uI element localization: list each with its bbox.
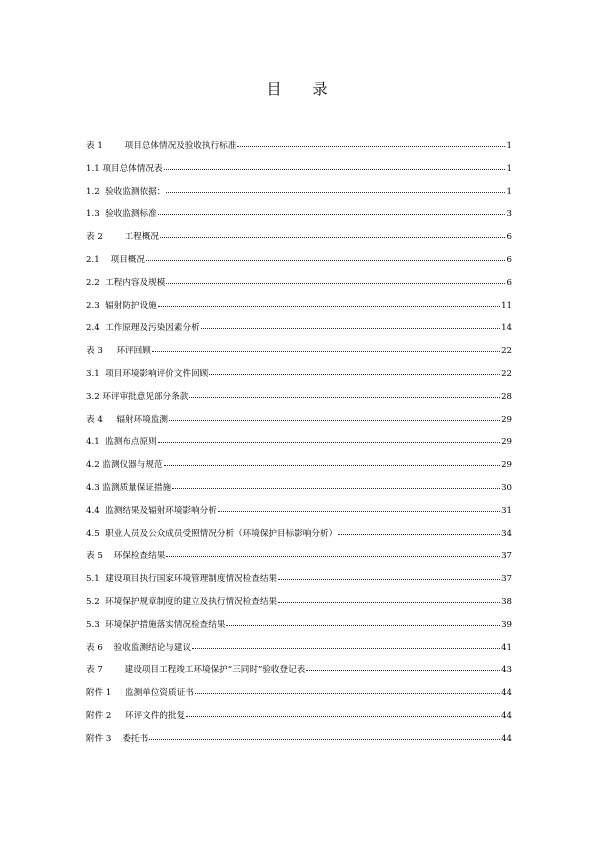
toc-entry-page-number: 37: [501, 551, 512, 562]
toc-entry-label: 3.1 项目环境影响评价文件回顾: [86, 368, 209, 379]
toc-entry-page-number: 31: [501, 505, 512, 516]
dot-leader: [149, 733, 500, 740]
dot-leader: [218, 505, 500, 512]
toc-entry-label: 5.3 环境保护措施落实情况检查结果: [86, 619, 226, 630]
toc-entry-page-number: 44: [501, 733, 512, 744]
toc-entry[interactable]: [86, 322, 512, 345]
toc-entry-label: 5.1 建设项目执行国家环境管理制度情况检查结果: [86, 574, 278, 585]
dot-leader: [195, 687, 500, 694]
toc-entry[interactable]: [86, 140, 512, 163]
dot-leader: [237, 140, 505, 147]
dot-leader: [164, 163, 505, 170]
title-char-1: 目: [266, 80, 283, 98]
toc-entry-label: 表 6 验收监测结论与建议: [86, 642, 192, 653]
toc-entry-label: 1.3 验收监测标准: [86, 209, 157, 220]
toc-entry[interactable]: [86, 368, 512, 391]
toc-entry-page-number: 3: [506, 209, 512, 220]
toc-entry-label: 表 2 工程概况: [86, 232, 160, 243]
toc-entry[interactable]: [86, 596, 512, 619]
page-title: [0, 78, 595, 99]
toc-entry-page-number: 28: [501, 391, 512, 402]
toc-entry[interactable]: [86, 642, 512, 665]
toc-entry[interactable]: [86, 528, 512, 551]
toc-entry[interactable]: [86, 573, 512, 596]
dot-leader: [166, 186, 505, 193]
toc-entry-page-number: 1: [506, 186, 512, 197]
toc-entry-label: 表 3 环评回顾: [86, 346, 151, 357]
toc-entry[interactable]: [86, 436, 512, 459]
dot-leader: [169, 414, 500, 421]
toc-entry[interactable]: [86, 277, 512, 300]
toc-entry-label: 2.2 工程内容及规模: [86, 277, 166, 288]
toc-entry-page-number: 43: [501, 665, 512, 676]
dot-leader: [160, 231, 505, 238]
toc-entry[interactable]: [86, 414, 512, 437]
table-of-contents: [86, 140, 512, 756]
toc-entry[interactable]: [86, 231, 512, 254]
toc-entry-label: 4.1 监测布点原则: [86, 437, 157, 448]
toc-entry-page-number: 1: [506, 141, 512, 151]
toc-entry-page-number: 44: [501, 710, 512, 721]
toc-entry-label: 2.4 工作原理及污染因素分析: [86, 323, 200, 334]
toc-entry[interactable]: [86, 345, 512, 368]
dot-leader: [226, 619, 500, 626]
dot-leader: [201, 322, 500, 329]
toc-entry[interactable]: [86, 619, 512, 642]
toc-entry[interactable]: [86, 459, 512, 482]
toc-entry[interactable]: [86, 482, 512, 505]
toc-entry-label: 2.3 辐射防护设施: [86, 300, 157, 311]
toc-entry-page-number: 6: [506, 254, 512, 265]
toc-entry-label: 附件 2 环评文件的批复: [86, 710, 186, 721]
toc-entry-label: 4.3 监测质量保证措施: [86, 482, 172, 493]
toc-entry-page-number: 22: [501, 346, 512, 357]
toc-entry-label: 4.4 监测结果及辐射环境影响分析: [86, 505, 217, 516]
dot-leader: [158, 436, 500, 443]
toc-entry-page-number: 1: [506, 163, 512, 174]
toc-entry[interactable]: [86, 163, 512, 186]
title-char-2: 录: [312, 80, 329, 98]
dot-leader: [172, 482, 500, 489]
toc-entry-label: 3.2 环评审批意见部分条款: [86, 391, 189, 402]
toc-entry-label: 表 5 环保检查结果: [86, 551, 166, 562]
dot-leader: [192, 642, 500, 649]
dot-leader: [278, 596, 500, 603]
toc-entry-page-number: 14: [501, 323, 512, 334]
toc-entry[interactable]: [86, 208, 512, 231]
toc-entry-page-number: 29: [501, 414, 512, 425]
toc-entry-page-number: 41: [501, 642, 512, 653]
dot-leader: [306, 664, 500, 671]
toc-entry-page-number: 11: [501, 300, 512, 311]
toc-entry[interactable]: [86, 687, 512, 710]
dot-leader: [209, 368, 500, 375]
toc-entry-page-number: 29: [501, 460, 512, 471]
dot-leader: [152, 345, 500, 352]
toc-entry-label: 附件 1 监测单位资质证书: [86, 688, 194, 699]
toc-entry[interactable]: [86, 300, 512, 323]
toc-entry[interactable]: [86, 550, 512, 573]
toc-entry-label: 1.1 项目总体情况表: [86, 163, 163, 174]
toc-entry[interactable]: [86, 733, 512, 756]
dot-leader: [146, 254, 505, 261]
toc-entry-label: 2.1 项目概况: [86, 254, 145, 265]
toc-entry-label: 表 4 辐射环境监测: [86, 414, 169, 425]
toc-entry-page-number: 44: [501, 688, 512, 699]
toc-entry[interactable]: [86, 186, 512, 209]
toc-entry-page-number: 30: [501, 482, 512, 493]
toc-entry-label: 表 1 项目总体情况及验收执行标准: [86, 141, 237, 151]
toc-entry[interactable]: [86, 664, 512, 687]
toc-entry-page-number: 37: [501, 574, 512, 585]
toc-entry-label: 表 7 建设项目工程竣工环境保护“三同时”验收登记表: [86, 665, 306, 676]
dot-leader: [166, 277, 505, 284]
toc-entry[interactable]: [86, 391, 512, 414]
dot-leader: [158, 208, 505, 215]
toc-entry[interactable]: [86, 710, 512, 733]
toc-entry[interactable]: [86, 254, 512, 277]
toc-entry-page-number: 38: [501, 596, 512, 607]
toc-entry-page-number: 34: [501, 528, 512, 539]
toc-entry-label: 5.2 环境保护规章制度的建立及执行情况检查结果: [86, 596, 278, 607]
toc-entry-label: 4.5 职业人员及公众成员受照情况分析（环境保护目标影响分析）: [86, 528, 338, 539]
toc-entry-label: 4.2 监测仪器与规范: [86, 460, 163, 471]
dot-leader: [338, 528, 500, 535]
toc-entry[interactable]: [86, 505, 512, 528]
dot-leader: [278, 573, 500, 580]
dot-leader: [166, 550, 500, 557]
dot-leader: [158, 300, 500, 307]
toc-entry-page-number: 39: [501, 619, 512, 630]
toc-entry-page-number: 6: [506, 277, 512, 288]
toc-entry-label: 1.2 验收监测依据：: [86, 186, 166, 197]
toc-entry-page-number: 22: [501, 368, 512, 379]
toc-entry-page-number: 6: [506, 232, 512, 243]
toc-entry-label: 附件 3 委托书: [86, 733, 149, 744]
toc-entry-page-number: 29: [501, 437, 512, 448]
dot-leader: [186, 710, 500, 717]
dot-leader: [164, 459, 501, 466]
dot-leader: [189, 391, 500, 398]
